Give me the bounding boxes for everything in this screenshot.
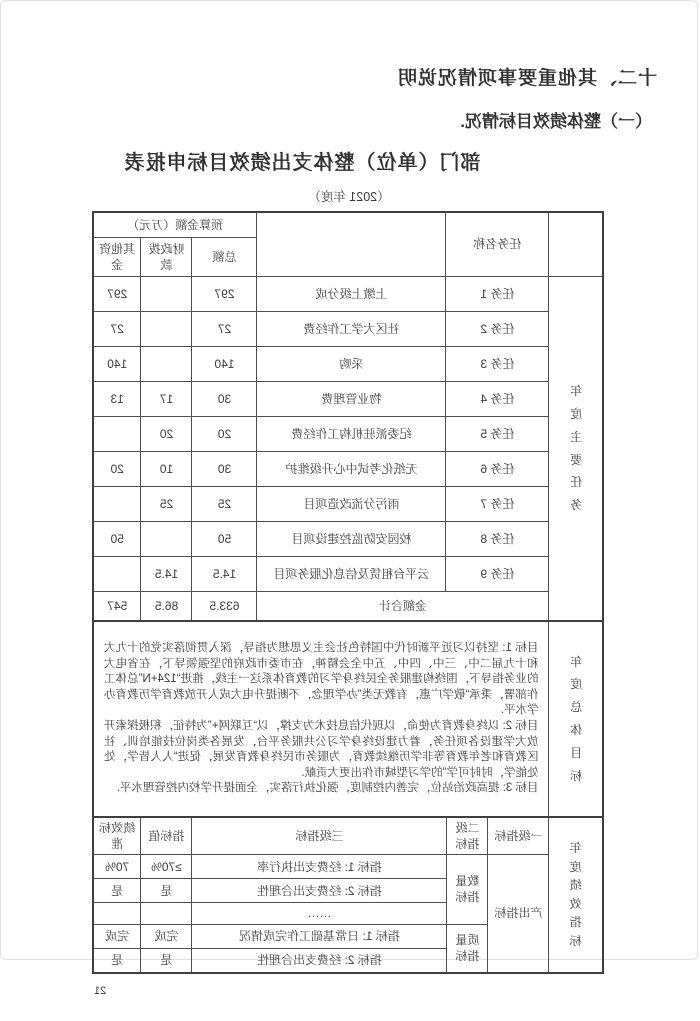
- indicator-value-cell: 是: [141, 879, 192, 903]
- indicator-name-cell: ……: [192, 903, 447, 924]
- task-name-cell: 任务 8: [446, 522, 549, 557]
- annual-tasks-row-label: 年度主要任务: [549, 277, 603, 622]
- task-other-cell: 13: [93, 382, 141, 417]
- task-name-header: 任务名称: [446, 212, 549, 277]
- task-desc-cell: 物业管理费: [257, 382, 446, 417]
- budget-group-header: 预算金额（万元）: [93, 212, 257, 238]
- indicator-name-cell: 指标 2: 经费支出合理性: [192, 879, 447, 903]
- task-other-cell: [93, 487, 141, 522]
- standard-header: 绩效标准: [93, 817, 141, 855]
- task-row: [93, 277, 603, 312]
- value-header: 指标值: [141, 817, 192, 855]
- task-row: [93, 522, 603, 557]
- task-name-cell: 任务 6: [446, 452, 549, 487]
- annual-indicators-row-label: 年度绩效指标: [549, 817, 603, 973]
- task-other-cell: 297: [93, 277, 141, 312]
- task-other-cell: 140: [93, 347, 141, 382]
- task-desc-cell: 纪委派驻机构工作经费: [257, 417, 446, 452]
- subsection-heading: （一）整体绩效目标情况.: [460, 112, 652, 131]
- annual-goals-row-label: 年度总体目标: [549, 621, 603, 817]
- task-name-cell: 任务 3: [446, 347, 549, 382]
- tasks-budget-table: [92, 211, 604, 622]
- indicator-standard-cell: [93, 903, 141, 924]
- task-row: [93, 487, 603, 522]
- task-fiscal-cell: 25: [141, 487, 192, 522]
- task-name-cell: 任务 4: [446, 382, 549, 417]
- annual-goals-table: [92, 620, 604, 818]
- task-other-cell: 20: [93, 452, 141, 487]
- total-col-header: 总额: [192, 238, 257, 277]
- task-row: [93, 452, 603, 487]
- task-fiscal-cell: [141, 522, 192, 557]
- task-desc-cell: 校园安防监控建设项目: [257, 522, 446, 557]
- task-fiscal-cell: 14.5: [141, 557, 192, 592]
- indicator-name-cell: 指标 2: 经费支出合理性: [192, 948, 447, 973]
- indicator-name-cell: 指标 1: 经费支出执行率: [192, 855, 447, 879]
- task-total-cell: 14.5: [192, 557, 257, 592]
- task-name-cell: 任务 9: [446, 557, 549, 592]
- level1-header: 一级指标: [488, 817, 549, 855]
- indicator-standard-cell: 是: [93, 948, 141, 973]
- task-name-cell: 任务 5: [446, 417, 549, 452]
- task-desc-cell: 上缴上级分成: [257, 277, 446, 312]
- task-other-cell: [93, 417, 141, 452]
- other-col-header: 其他资金: [93, 238, 141, 277]
- indicator-name-cell: 指标 1: 日常基础工作完成情况: [192, 924, 447, 948]
- task-row: [93, 382, 603, 417]
- task-fiscal-cell: 20: [141, 417, 192, 452]
- task-name-cell: 任务 2: [446, 312, 549, 347]
- goals-text-cell: [93, 621, 549, 817]
- indicators-header-row: [93, 817, 603, 855]
- budget-header-row-1: [93, 212, 603, 238]
- task-row: [93, 417, 603, 452]
- table-subtitle: （2021 年度）: [308, 190, 390, 204]
- output-indicator-group: 产出指标: [488, 855, 549, 973]
- indicator-value-cell: 是: [141, 948, 192, 973]
- task-name-cell: 任务 7: [446, 487, 549, 522]
- task-other-cell: 27: [93, 312, 141, 347]
- indicator-standard-cell: 完成: [93, 924, 141, 948]
- total-row: [93, 592, 603, 622]
- table-title: 部门（单位）整体支出绩效目标申报表: [123, 152, 481, 174]
- task-total-cell: 50: [192, 522, 257, 557]
- task-total-cell: 27: [192, 312, 257, 347]
- indicator-standard-cell: 70%: [93, 855, 141, 879]
- task-fiscal-cell: 10: [141, 452, 192, 487]
- fiscal-col-header: 财政拨款: [141, 238, 192, 277]
- document-content: [94, 211, 604, 997]
- task-desc-header: [257, 212, 446, 277]
- task-total-cell: 30: [192, 452, 257, 487]
- task-total-cell: 25: [192, 487, 257, 522]
- goal-paragraph: 目标 2: 以终身教育为使命，以现代信息技术为支撑，以“互联网+”为特征，积极探索开放大学建设各项任务，着力建设终身学习公共服务平台，发展各类岗位技能培训、社区教育和老年教育等非学历继续教育，为服务市民终身教育发展，促进“人人皆学，处处能学，时时可学”的学习型城市作出更大贡献.: [104, 720, 539, 779]
- task-desc-cell: 云平台租赁及信息化服务项目: [257, 557, 446, 592]
- task-row: [93, 557, 603, 592]
- total-row-label: 金额合计: [257, 592, 549, 622]
- goals-row: [93, 621, 603, 817]
- task-desc-cell: 社区大学工作经费: [257, 312, 446, 347]
- task-total-cell: 140: [192, 347, 257, 382]
- section-heading: 十二、其他重要事项情况说明: [396, 68, 657, 89]
- task-fiscal-cell: [141, 277, 192, 312]
- task-fiscal-cell: [141, 347, 192, 382]
- task-desc-cell: 雨污分流改造项目: [257, 487, 446, 522]
- task-total-cell: 297: [192, 277, 257, 312]
- task-name-cell: 任务 1: [446, 277, 549, 312]
- task-total-cell: 20: [192, 417, 257, 452]
- task-desc-cell: 采购: [257, 347, 446, 382]
- indicator-standard-cell: 是: [93, 879, 141, 903]
- goal-paragraph: 目标 3: 提高政治站位，完善内控制度，强化执行落实，全面提升学校内控管理水平.: [116, 782, 539, 795]
- task-total-cell: 30: [192, 382, 257, 417]
- task-desc-cell: 无纸化考试中心升级维护: [257, 452, 446, 487]
- indicators-table: [92, 816, 604, 974]
- level2-header: 二级指标: [447, 817, 488, 855]
- indicator-row: [93, 855, 603, 879]
- task-fiscal-cell: [141, 312, 192, 347]
- quantity-indicator-group: 数量指标: [447, 855, 488, 924]
- task-row: [93, 347, 603, 382]
- mirrored-document: [1, 63, 697, 1021]
- task-other-cell: 50: [93, 522, 141, 557]
- goal-paragraph: 目标 1: 坚持以习近平新时代中国特色社会主义思想为指导，深入贯彻落实党的十九大和十九届二中、三中、四中、五中全会精神，在市委市政府的坚强领导下，在省电大的业务指导下，围绕构建服务全民终身学习的教育体系这一主线，推进“124+N”总体工作部署，秉承“敬学广惠，有教无类”办学理念，不断提升电大成人开放教育学历教育办学水平.: [104, 642, 539, 717]
- task-row: [93, 312, 603, 347]
- task-fiscal-cell: 17: [141, 382, 192, 417]
- task-other-cell: [93, 557, 141, 592]
- indicator-value-cell: ≥70%: [141, 855, 192, 879]
- indicator-value-cell: 完成: [141, 924, 192, 948]
- quality-indicator-group: 质量指标: [447, 924, 488, 973]
- indicator-value-cell: [141, 903, 192, 924]
- total-sum-cell: 633.5: [192, 592, 257, 622]
- page-number: 21: [94, 984, 107, 997]
- total-other-cell: 547: [93, 592, 141, 622]
- total-fiscal-cell: 86.5: [141, 592, 192, 622]
- level3-header: 三级指标: [192, 817, 447, 855]
- corner-cell: [549, 212, 603, 277]
